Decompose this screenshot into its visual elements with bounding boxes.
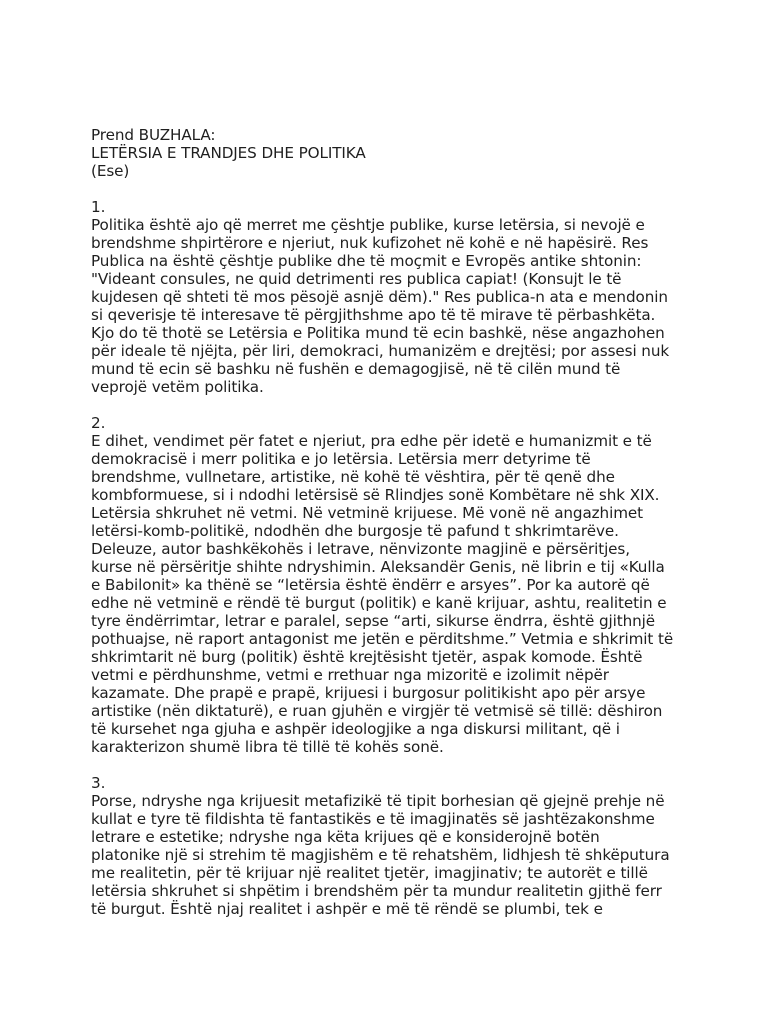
document-page bbox=[91, 126, 691, 918]
paragraph-line: të burgut. Është njaj realitet i ashpër e më të rëndë se plumbi, tek e bbox=[91, 900, 603, 918]
document-title: LETËRSIA E TRANDJES DHE POLITIKA bbox=[91, 144, 366, 162]
paragraph-line: E dihet, vendimet për fatet e njeriut, pra edhe për idetë e humanizmit e të bbox=[91, 432, 652, 450]
paragraph-line: letrare e estetike; ndryshe nga këta krijues që e konsiderojnë botën bbox=[91, 828, 600, 846]
genre-line: (Ese) bbox=[91, 162, 130, 180]
paragraph-line: mund të ecin së bashku në fushën e demagogjisë, në të cilën mund të bbox=[91, 360, 621, 378]
paragraph-line: Letërsia shkruhet në vetmi. Në vetminë krijuese. Më vonë në angazhimet bbox=[91, 504, 643, 522]
paragraph-line: "Videant consules, ne quid detrimenti res publica capiat! (Konsujt le të bbox=[91, 270, 622, 288]
paragraph-line: letërsi-komb-politikë, ndodhën dhe burgosje të pafund t shkrimtarëve. bbox=[91, 522, 619, 540]
paragraph-line: Deleuze, autor bashkëkohës i letrave, nënvizonte magjinë e përsëritjes, bbox=[91, 540, 630, 558]
paragraph-line: shkrimtarit në burg (politik) është krejtësisht tjetër, aspak komode. Është bbox=[91, 648, 643, 666]
paragraph-line: demokracisë i merr politika e jo letërsia. Letërsia merr detyrime të bbox=[91, 450, 591, 468]
paragraph-line: vetmi e përdhunshme, vetmi e rrethuar nga mizoritë e izolimit nëpër bbox=[91, 666, 609, 684]
paragraph-line: letërsia shkruhet si shpëtim i brendshëm për ta mundur realitetin gjithë ferr bbox=[91, 882, 662, 900]
paragraph-line: karakterizon shumë libra të tillë të kohës sonë. bbox=[91, 738, 444, 756]
paragraph-line: Porse, ndryshe nga krijuesit metafizikë të tipit borhesian që gjejnë prehje në bbox=[91, 792, 665, 810]
paragraph-line: e Babilonit» ka thënë se “letërsia është ëndërr e arsyes”. Por ka autorë që bbox=[91, 576, 650, 594]
paragraph-line: me realitetin, për të krijuar një realitet tjetër, imagjinativ; te autorët e tillë bbox=[91, 864, 648, 882]
section-2 bbox=[91, 414, 691, 756]
paragraph-line: artistike (nën diktaturë), e ruan gjuhën e virgjër të vetmisë së tillë: dëshiron bbox=[91, 702, 663, 720]
paragraph-line: Politika është ajo që merret me çështje publike, kurse letërsia, si nevojë e bbox=[91, 216, 645, 234]
paragraph-line: edhe në vetminë e rëndë të burgut (politik) e kanë krijuar, ashtu, realitetin e bbox=[91, 594, 667, 612]
paragraph-line: platonike një si strehim të magjishëm e të rehatshëm, lidhjesh të shkëputura bbox=[91, 846, 670, 864]
section-3 bbox=[91, 774, 691, 918]
paragraph-line: pothuajse, në raport antagonist me jetën e përditshme.” Vetmia e shkrimit të bbox=[91, 630, 674, 648]
spacer bbox=[91, 756, 691, 774]
author-line: Prend BUZHALA: bbox=[91, 126, 216, 144]
section-1 bbox=[91, 198, 691, 396]
paragraph-line: kazamate. Dhe prapë e prapë, krijuesi i burgosur politikisht apo për arsye bbox=[91, 684, 646, 702]
paragraph-line: Kjo do të thotë se Letërsia e Politika mund të ecin bashkë, nëse angazhohen bbox=[91, 324, 665, 342]
paragraph-line: tyre ëndërrimtar, letrar e paralel, sepse “arti, sikurse ëndrra, është gjithnjë bbox=[91, 612, 656, 630]
paragraph-line: kombformuese, si i ndodhi letërsisë së Rlindjes sonë Kombëtare në shk XIX. bbox=[91, 486, 660, 504]
paragraph-line: brendshme, vullnetare, artistike, në kohë të vështira, për të qenë dhe bbox=[91, 468, 615, 486]
paragraph-line: brendshme shpirtërore e njeriut, nuk kufizohet në kohë e në hapësirë. Res bbox=[91, 234, 649, 252]
section-number: 2. bbox=[91, 414, 106, 432]
paragraph-line: veprojë vetëm politika. bbox=[91, 378, 264, 396]
section-number: 3. bbox=[91, 774, 106, 792]
paragraph-line: kujdesen që shteti të mos pësojë asnjë dëm)." Res publica-n ata e mendonin bbox=[91, 288, 668, 306]
paragraph-line: Publica na është çështje publike dhe të moçmit e Evropës antike shtonin: bbox=[91, 252, 642, 270]
spacer bbox=[91, 396, 691, 414]
paragraph-line: si qeverisje të interesave të përgjithshme apo të të mirave të përbashkëta. bbox=[91, 306, 656, 324]
spacer bbox=[91, 180, 691, 198]
paragraph-line: për ideale të njëjta, për liri, demokraci, humanizëm e drejtësi; por assesi nuk bbox=[91, 342, 670, 360]
paragraph-line: të kursehet nga gjuha e ashpër ideologjike a nga diskursi militant, që i bbox=[91, 720, 620, 738]
paragraph-line: kurse në përsëritje shihte ndryshimin. Aleksandër Genis, në librin e tij «Kulla bbox=[91, 558, 665, 576]
paragraph-line: kullat e tyre të fildishta të fantastikës e të imagjinatës së jashtëzakonshme bbox=[91, 810, 655, 828]
section-number: 1. bbox=[91, 198, 106, 216]
